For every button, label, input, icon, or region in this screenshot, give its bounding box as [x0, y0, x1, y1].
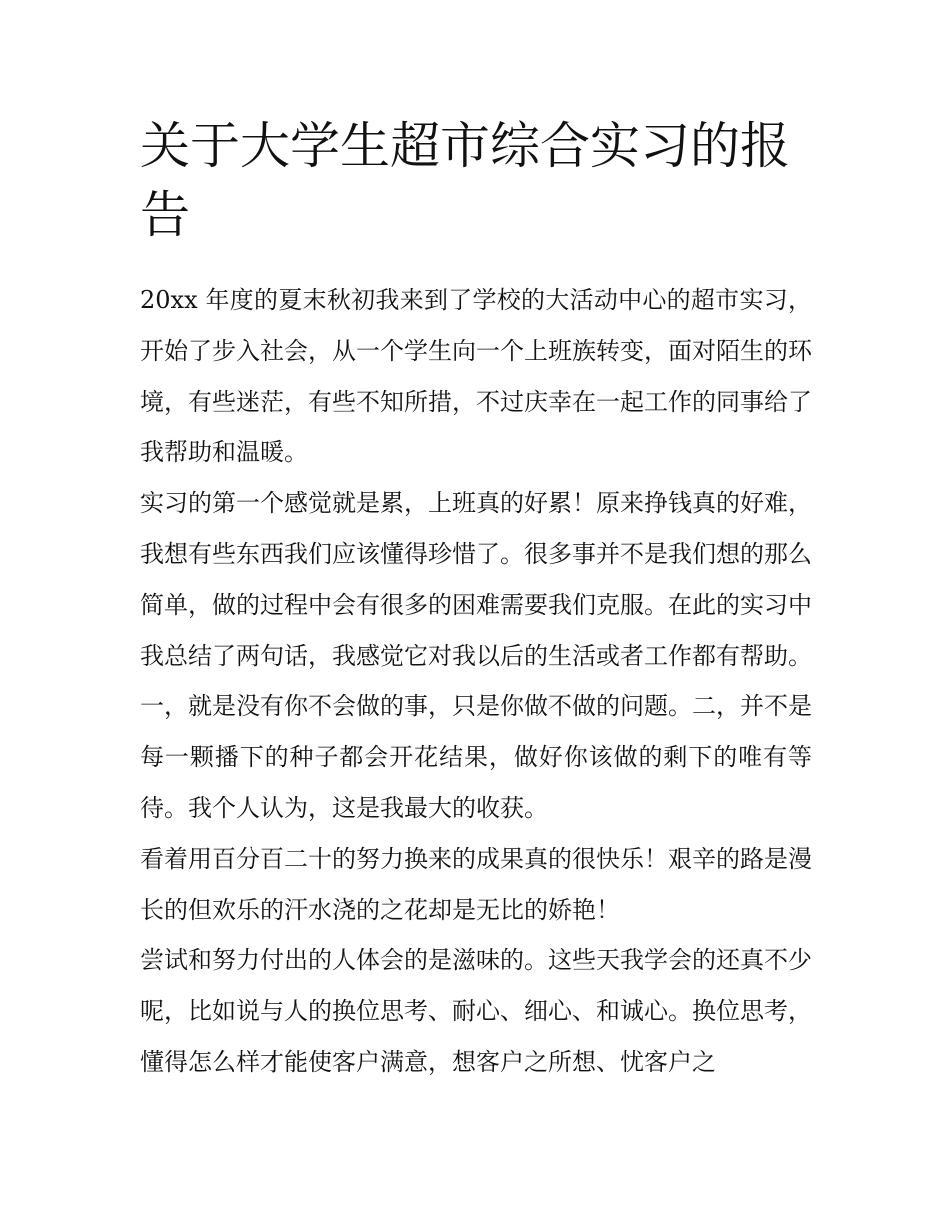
paragraph-3: 看着用百分百二十的努力换来的成果真的很快乐！艰辛的路是漫长的但欢乐的汗水浇的之花却是无比的娇艳！: [140, 844, 812, 924]
document-title: 关于大学生超市综合实习的报告: [140, 117, 790, 244]
paragraph-4: 尝试和努力付出的人体会的是滋味的。这些天我学会的还真不少呢，比如说与人的换位思考、耐心、细心、和诚心。换位思考，懂得怎么样才能使客户满意，想客户之所想、忧客户之: [140, 946, 812, 1076]
document-page: [140, 112, 812, 1088]
document-body: [140, 275, 812, 1088]
paragraph-1: 20xx 年度的夏末秋初我来到了学校的大活动中心的超市实习，开始了步入社会，从一个学生向一个上班族转变，面对陌生的环境，有些迷茫，有些不知所措，不过庆幸在一起工作的同事给了我帮助和温暖。: [140, 286, 812, 467]
paragraph-2: 实习的第一个感觉就是累，上班真的好累！原来挣钱真的好难，我想有些东西我们应该懂得珍惜了。很多事并不是我们想的那么简单，做的过程中会有很多的困难需要我们克服。在此的实习中我总结了两句话，我感觉它对我以后的生活或者工作都有帮助。一，就是没有你不会做的事，只是你做不做的问题。二，并不是每一颗播下的种子都会开花结果，做好你该做的剩下的唯有等待。我个人认为，这是我最大的收获。: [140, 489, 812, 822]
